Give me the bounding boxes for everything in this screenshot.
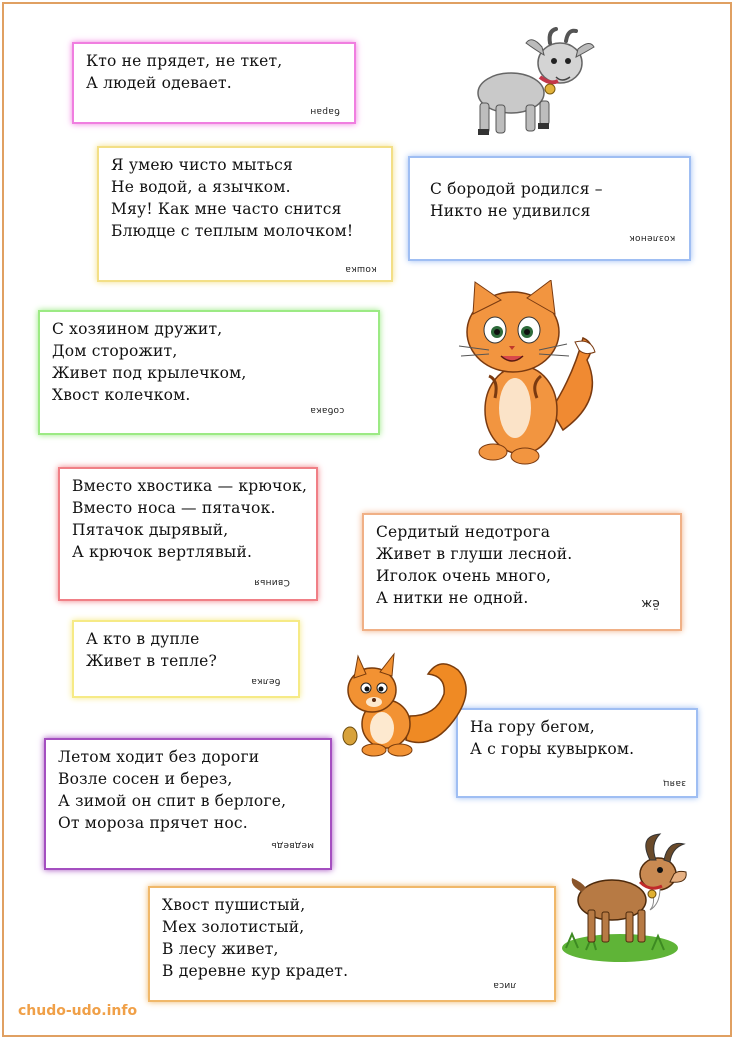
riddle-card-dog (38, 310, 380, 435)
riddle-line: Пятачок дырявый, (72, 521, 229, 539)
riddle-line: Никто не удивился (430, 202, 591, 220)
riddle-line: Иголок очень много, (376, 567, 552, 585)
riddle-line: Вместо носа — пятачок. (72, 499, 276, 517)
riddle-line: А кто в дупле (86, 630, 200, 648)
riddle-line: От мороза прячет нос. (58, 814, 248, 832)
riddle-line: А с горы кувырком. (470, 740, 635, 758)
riddle-card-fox (148, 886, 556, 1002)
riddle-card-squirrel (72, 620, 300, 698)
riddle-line: С бородой родился – (430, 180, 603, 198)
riddle-answer: собака (309, 405, 344, 415)
riddle-line: Сердитый недотрога (376, 523, 551, 541)
riddle-card-cat (97, 146, 393, 282)
riddle-answer: заяц (662, 778, 686, 788)
riddle-line: Кто не прядет, не ткет, (86, 52, 283, 70)
riddle-answer: лиса (492, 980, 516, 990)
squirrel-illustration (336, 650, 476, 760)
riddle-line: Вместо хвостика — крючок, (72, 477, 308, 495)
riddle-answer: белка (250, 676, 280, 686)
riddle-line: Хвост пушистый, (162, 896, 306, 914)
riddle-line: А людей одевает. (86, 74, 232, 92)
riddle-line: Живет в глуши лесной. (376, 545, 573, 563)
riddle-line: С хозяином дружит, (52, 320, 223, 338)
riddle-answer: Свинья (254, 577, 290, 587)
riddle-line: Живет в тепле? (86, 652, 218, 670)
riddle-answer: кошка (345, 264, 377, 274)
riddle-line: А зимой он спит в берлоге, (58, 792, 287, 810)
lamb-illustration (466, 25, 598, 141)
riddle-answer: ёж (641, 597, 660, 611)
riddle-line: Не водой, а язычком. (111, 178, 291, 196)
riddle-line: Возле сосен и берез, (58, 770, 233, 788)
riddle-line: Дом сторожит, (52, 342, 178, 360)
riddle-card-kid-goat (408, 156, 691, 261)
riddle-card-hedgehog (362, 513, 682, 631)
footer-website: chudo-udo.info (18, 1003, 138, 1019)
riddle-line: На гору бегом, (470, 718, 595, 736)
riddle-line: Я умею чисто мыться (111, 156, 293, 174)
riddle-answer: баран (310, 106, 340, 116)
riddle-line: В лесу живет, (162, 940, 279, 958)
riddle-card-sheep (72, 42, 356, 124)
riddle-answer: козленок (628, 233, 675, 243)
riddle-line: Блюдце с теплым молочком! (111, 222, 354, 240)
riddle-line: А нитки не одной. (376, 589, 529, 607)
riddle-answer: медведь (270, 840, 314, 850)
riddle-card-bear (44, 738, 332, 870)
riddle-line: Летом ходит без дороги (58, 748, 260, 766)
riddle-line: В деревне кур крадет. (162, 962, 349, 980)
riddle-line: Мяу! Как мне часто снится (111, 200, 342, 218)
riddle-line: Мех золотистый, (162, 918, 305, 936)
goat-illustration (560, 830, 692, 966)
riddle-line: Живет под крылечком, (52, 364, 247, 382)
riddle-card-hare (456, 708, 698, 798)
riddle-line: А крючок вертлявый. (72, 543, 253, 561)
cat-illustration (455, 280, 605, 470)
riddle-card-pig (58, 467, 318, 601)
riddle-line: Хвост колечком. (52, 386, 191, 404)
